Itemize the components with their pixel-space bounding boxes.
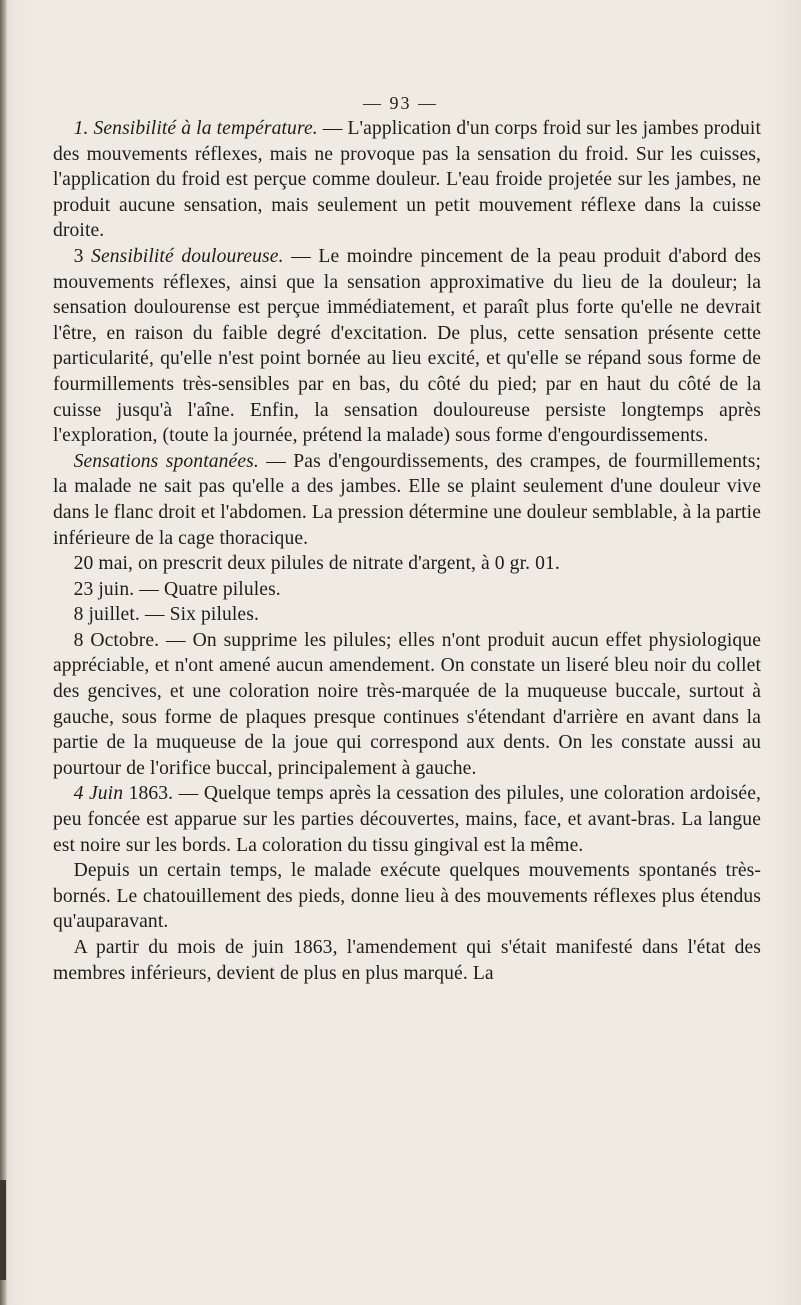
binding-shadow — [0, 1180, 6, 1280]
paragraph-pain — [53, 244, 761, 449]
number-pain: 3 — [73, 245, 92, 267]
heading-spontaneous: Sensations spontanées. — [73, 450, 259, 472]
paragraph-movements: Depuis un certain temps, le malade exécute quelques mouvements spontanés très-bornés. Le chatouillement des pieds, donne lieu à des mouvements réflexes plus étendus qu'auparavant. — [53, 860, 761, 933]
page-body — [53, 92, 761, 986]
paragraph-october-8: 8 Octobre. — On supprime les pilules; elles n'ont produit aucun effet physiologique appréciable, et n'ont amené aucun amendement. On constate un liseré bleu noir du collet des gencives, et une coloration noire très-marquée de la muqueuse buccale, surtout à gauche, sous forme de plaques presque continues s'étendant d'arrière en avant dans la partie de la muqueuse de la joue qui correspond aux dents. On les constate aussi au pourtour de l'orifice buccal, principalement à gauche. — [53, 629, 761, 779]
text-pain: — Le moindre pincement de la peau produit d'abord des mouvements réflexes, ainsi que la sensation approximative du lieu de la douleur; la sensation doulourense est perçue immédiatement, et paraît plus forte qu'elle ne devrait l'être, en raison du faible degré d'excitation. De plus, cette sensation présente cette particularité, qu'elle n'est point bornée au lieu excité, et qu'elle se répand sous forme de fourmillements très-sensibles par en bas, du côté du pied; par en haut du côté de la cuisse jusqu'à l'aîne. Enfin, la sensation douloureuse persiste longtemps après l'exploration, (toute la journée, prétend la malade) sous forme d'engourdissements. — [53, 245, 762, 447]
heading-pain: Sensibilité douloureuse. — [91, 245, 284, 267]
text-june-4: 1863. — Quelque temps après la cessation des pilules, une coloration ardoisée, peu foncée est apparue sur les parties découvertes, mains, face, et avant-bras. La langue est noire sur les bords. La coloration du tissu gingival est la même. — [53, 783, 762, 856]
paragraph-june-4 — [53, 781, 761, 858]
paragraph-june-23: 23 juin. — Quatre pilules. — [73, 578, 281, 600]
text-temperature: — L'application d'un corps froid sur les jambes produit des mouvements réflexes, mais ne provoque pas la sensation du froid. Sur les cuisses, l'application du froid est perçue comme douleur. L'eau froide projetée sur les jambes, ne produit aucune sensation, mais seulement un petit mouvement réflexe dans la cuisse droite. — [53, 118, 762, 242]
page-number: — 93 — — [363, 93, 438, 113]
paragraph-july-8: 8 juillet. — Six pilules. — [73, 604, 259, 626]
paragraph-improvement: A partir du mois de juin 1863, l'amendement qui s'était manifesté dans l'état des membres inférieurs, devient de plus en plus marqué. La — [53, 937, 761, 984]
paragraph-spontaneous — [53, 449, 761, 551]
heading-temperature: 1. Sensibilité à la température. — [73, 118, 318, 139]
text-spontaneous: — Pas d'engourdissements, des crampes, de fourmillements; la malade ne sait pas qu'elle a des jambes. Elle se plaint seulement d'une douleur vive dans le flanc droit et l'abdomen. La pression détermine une douleur semblable, à la partie inférieure de la cage thoracique. — [53, 450, 761, 549]
binding-edge — [0, 0, 7, 1305]
paragraph-may-20: 20 mai, on prescrit deux pilules de nitrate d'argent, à 0 gr. 01. — [73, 553, 560, 575]
paragraph-temperature — [53, 116, 761, 244]
heading-june-4: 4 Juin — [73, 783, 124, 805]
